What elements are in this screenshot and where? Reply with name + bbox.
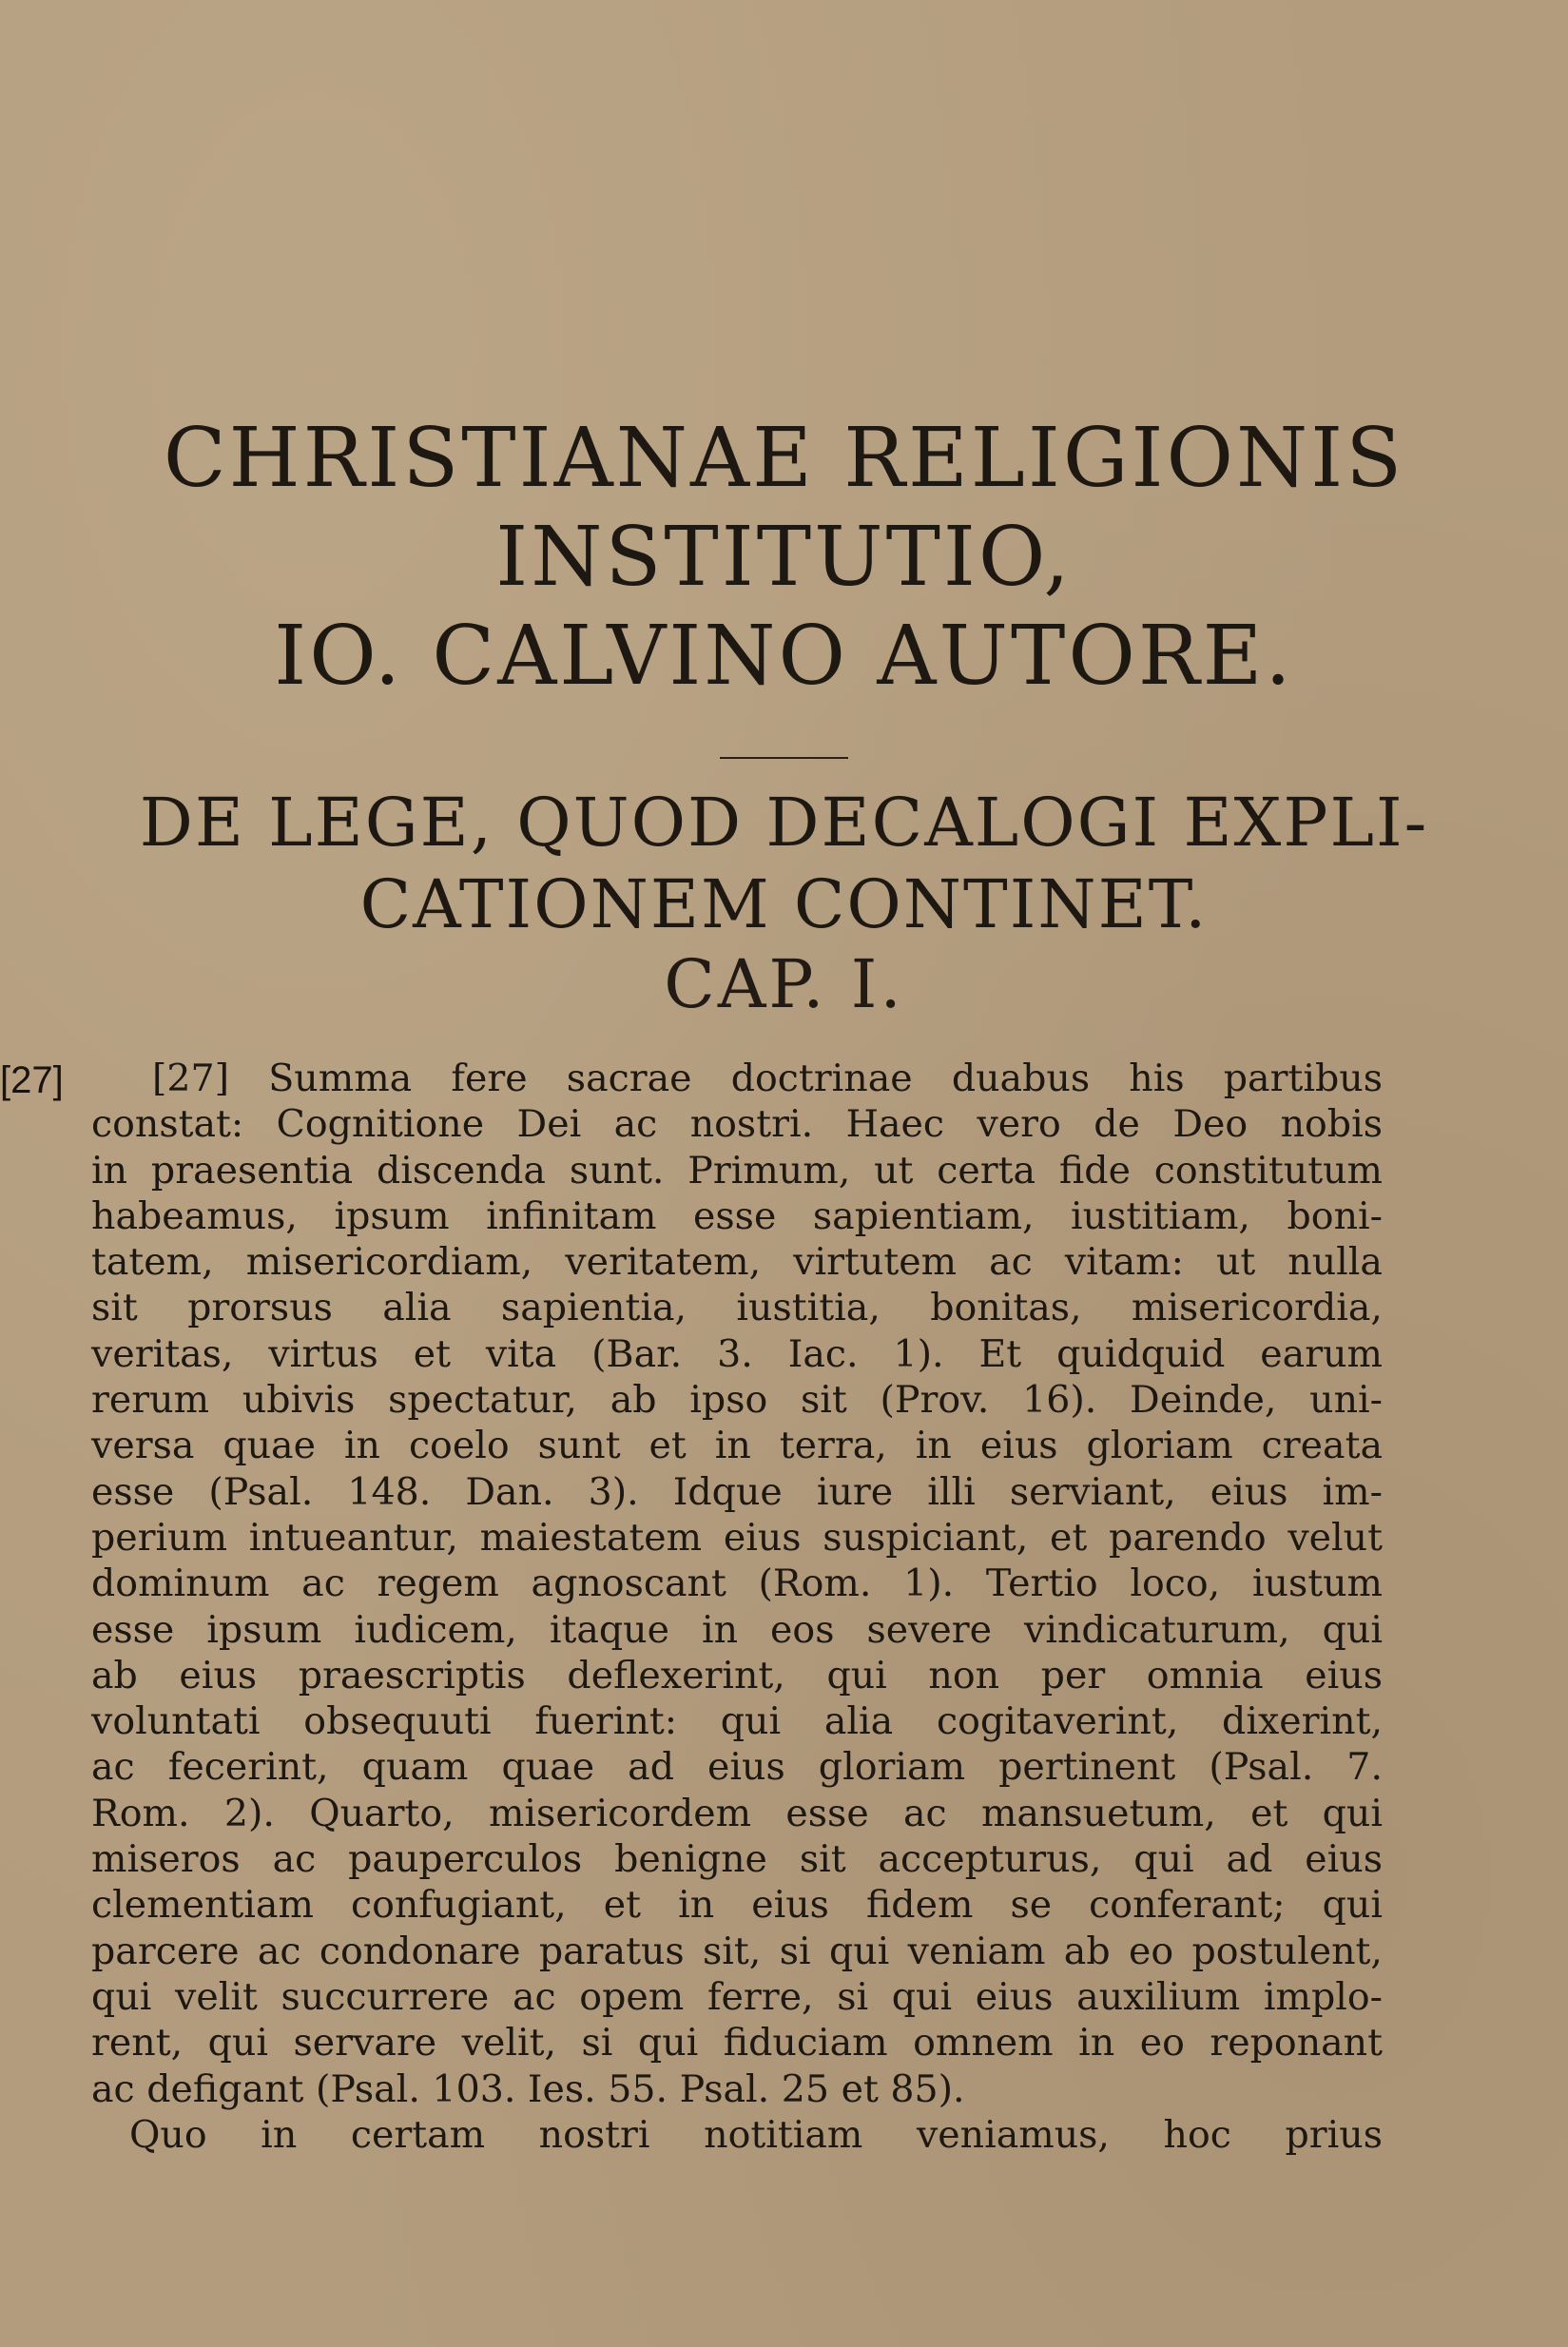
text-line: voluntati obsequuti fuerint: qui alia cogitaverint, dixerint, xyxy=(91,1699,1383,1744)
text-line: parcere ac condonare paratus sit, si qui veniam ab eo postulent, xyxy=(91,1929,1383,1973)
text-line: ac defigant (Psal. 103. Ies. 55. Psal. 25 et 85). xyxy=(91,2066,965,2111)
section-heading-line-1: DE LEGE, QUOD DECALOGI EXPLI- xyxy=(139,784,1429,862)
text-line: veritas, virtus et vita (Bar. 3. Iac. 1). Et quidquid earum xyxy=(91,1331,1383,1376)
chapter-heading: CAP. I. xyxy=(664,945,904,1023)
text-line: [27] Summa fere sacrae doctrinae duabus his partibus xyxy=(152,1057,1383,1100)
text-line: qui velit succurrere ac opem ferre, si qui eius auxilium implo- xyxy=(91,1974,1383,2019)
book-title-line-1: CHRISTIANAE RELIGIONIS xyxy=(163,411,1405,506)
text-line: clementiam confugiant, et in eius fidem se conferant; qui xyxy=(91,1883,1383,1928)
text-line: rerum ubivis spectatur, ab ipso sit (Prov. 16). Deinde, uni- xyxy=(91,1378,1383,1423)
book-title-line-2: INSTITUTIO, xyxy=(495,510,1073,605)
text-line: ab eius praescriptis deflexerint, qui non per omnia eius xyxy=(91,1653,1383,1697)
text-line: Rom. 2). Quarto, misericordem esse ac mansuetum, et qui xyxy=(91,1791,1383,1835)
text-line: esse (Psal. 148. Dan. 3). Idque iure illi serviant, eius im- xyxy=(91,1469,1383,1514)
text-line: in praesentia discenda sunt. Primum, ut certa fide constitutum xyxy=(91,1148,1383,1193)
text-line: Quo in certam nostri notitiam veniamus, hoc prius xyxy=(129,2112,1383,2157)
text-line: habeamus, ipsum infinitam esse sapientiam, iustitiam, boni- xyxy=(91,1193,1383,1238)
text-line: ac fecerint, quam quae ad eius gloriam pertinent (Psal. 7. xyxy=(91,1745,1383,1790)
text-line: perium intueantur, maiestatem eius suspiciant, et parendo velut xyxy=(91,1515,1383,1560)
text-line: dominum ac regem agnoscant (Rom. 1). Tertio loco, iustum xyxy=(91,1561,1383,1606)
text-line: sit prorsus alia sapientia, iustitia, bonitas, misericordia, xyxy=(91,1286,1383,1330)
title-block xyxy=(0,409,1568,1023)
text-line: esse ipsum iudicem, itaque in eos severe vindicaturum, qui xyxy=(91,1607,1383,1652)
text-line: miseros ac pauperculos benigne sit accepturus, qui ad eius xyxy=(91,1837,1383,1882)
text-line: constat: Cognitione Dei ac nostri. Haec vero de Deo nobis xyxy=(91,1102,1383,1147)
text-line: versa quae in coelo sunt et in terra, in eius gloriam creata xyxy=(91,1424,1383,1468)
text-line: rent, qui servare velit, si qui fiduciam omnem in eo reponant xyxy=(91,2021,1383,2066)
margin-page-reference: [27] xyxy=(0,1059,64,1101)
section-heading-line-2: CATIONEM CONTINET. xyxy=(359,865,1209,943)
text-line: tatem, misericordiam, veritatem, virtutem ac vitam: ut nulla xyxy=(91,1240,1383,1285)
book-author-line: IO. CALVINO AUTORE. xyxy=(274,609,1294,704)
title-divider-rule xyxy=(720,757,848,759)
body-paragraph xyxy=(91,1056,1383,2158)
